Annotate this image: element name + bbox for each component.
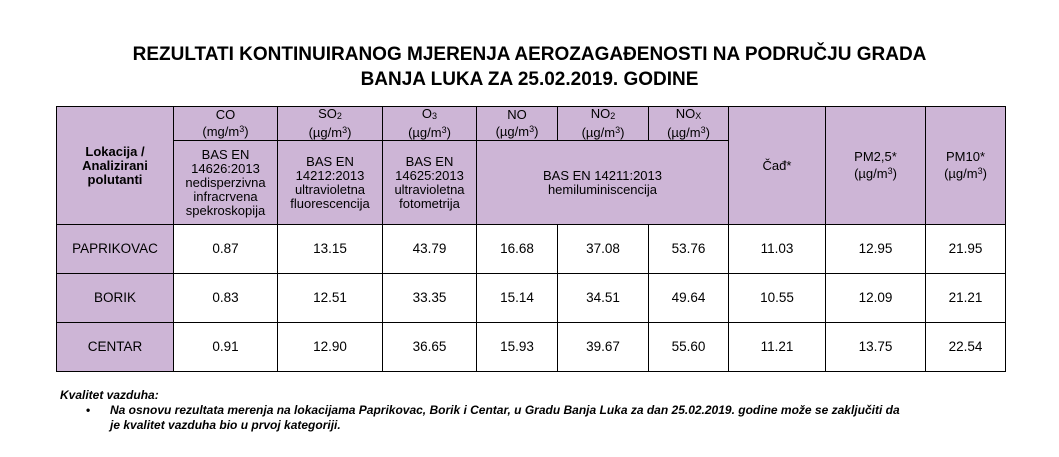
title-line-1: REZULTATI KONTINUIRANOG MJERENJA AEROZAGAĐENOSTI NA PODRUČJU GRADA: [132, 44, 927, 65]
o3-header: $O_3$ $(\mu g/m^3)$: [383, 107, 477, 141]
so2-method: BAS EN 14212:2013 ultravioletna fluorescencija: [278, 141, 383, 225]
no-header: NO $(\mu g/m^3)$: [477, 107, 558, 141]
value-cell: 12.90: [278, 323, 383, 372]
value-cell: 49.64: [649, 274, 729, 323]
value-cell: 12.09: [826, 274, 926, 323]
notes-heading: Kvalitet vazduha:: [60, 388, 159, 402]
value-cell: 39.67: [558, 323, 649, 372]
value-cell: 21.95: [926, 225, 1006, 274]
value-cell: 34.51: [558, 274, 649, 323]
pm10-header: PM10* $(\mu g/m^3)$: [926, 107, 1006, 225]
value-cell: 12.51: [278, 274, 383, 323]
value-cell: 33.35: [383, 274, 477, 323]
title-line-2: BANJA LUKA ZA 25.02.2019. GODINE: [360, 69, 699, 90]
value-cell: 22.54: [926, 323, 1006, 372]
notes-bullet-item: [60, 403, 1010, 433]
value-cell: 21.21: [926, 274, 1006, 323]
no2-header: $NO_2$ $(\mu g/m^3)$: [558, 107, 649, 141]
page-title: [0, 42, 1059, 92]
location-pollutant-header: Lokacija / Analizirani polutanti: [57, 107, 174, 225]
location-cell: BORIK: [57, 274, 174, 323]
notes-bullet-line-2: je kvalitet vazduha bio u prvoj kategoriji.: [110, 418, 341, 432]
table-row: [57, 225, 1006, 274]
table-row: [57, 323, 1006, 372]
value-cell: 37.08: [558, 225, 649, 274]
value-cell: 13.15: [278, 225, 383, 274]
value-cell: 55.60: [649, 323, 729, 372]
value-cell: 15.93: [477, 323, 558, 372]
cad-header: Čađ*: [729, 107, 826, 225]
value-cell: 15.14: [477, 274, 558, 323]
value-cell: 0.91: [174, 323, 278, 372]
value-cell: 53.76: [649, 225, 729, 274]
value-cell: 0.83: [174, 274, 278, 323]
location-cell: CENTAR: [57, 323, 174, 372]
table-row: [57, 274, 1006, 323]
nox-header: $NO_X$ $(\mu g/m^3)$: [649, 107, 729, 141]
value-cell: 16.68: [477, 225, 558, 274]
bullet-icon: •: [86, 403, 91, 417]
value-cell: 10.55: [729, 274, 826, 323]
location-cell: PAPRIKOVAC: [57, 225, 174, 274]
co-header: CO $(mg/m^3)$: [174, 107, 278, 141]
air-quality-notes: [60, 388, 1010, 433]
value-cell: 11.03: [729, 225, 826, 274]
co-method: BAS EN 14626:2013 nedisperzivna infracrvena spekroskopija: [174, 141, 278, 225]
results-table: [56, 106, 1006, 372]
value-cell: 11.21: [729, 323, 826, 372]
value-cell: 13.75: [826, 323, 926, 372]
notes-bullet-line-1: Na osnovu rezultata merenja na lokacijama Paprikovac, Borik i Centar, u Gradu Banja Luka za dan 25.02.2019. godine može se zaključiti da: [110, 403, 900, 417]
o3-method: BAS EN 14625:2013 ultravioletna fotometrija: [383, 141, 477, 225]
value-cell: 12.95: [826, 225, 926, 274]
value-cell: 0.87: [174, 225, 278, 274]
value-cell: 36.65: [383, 323, 477, 372]
nox-method: BAS EN 14211:2013 hemiluminiscencija: [477, 141, 729, 225]
value-cell: 43.79: [383, 225, 477, 274]
pm25-header: PM2,5* $(\mu g/m^3)$: [826, 107, 926, 225]
so2-header: $SO_2$ $(\mu g/m^3)$: [278, 107, 383, 141]
